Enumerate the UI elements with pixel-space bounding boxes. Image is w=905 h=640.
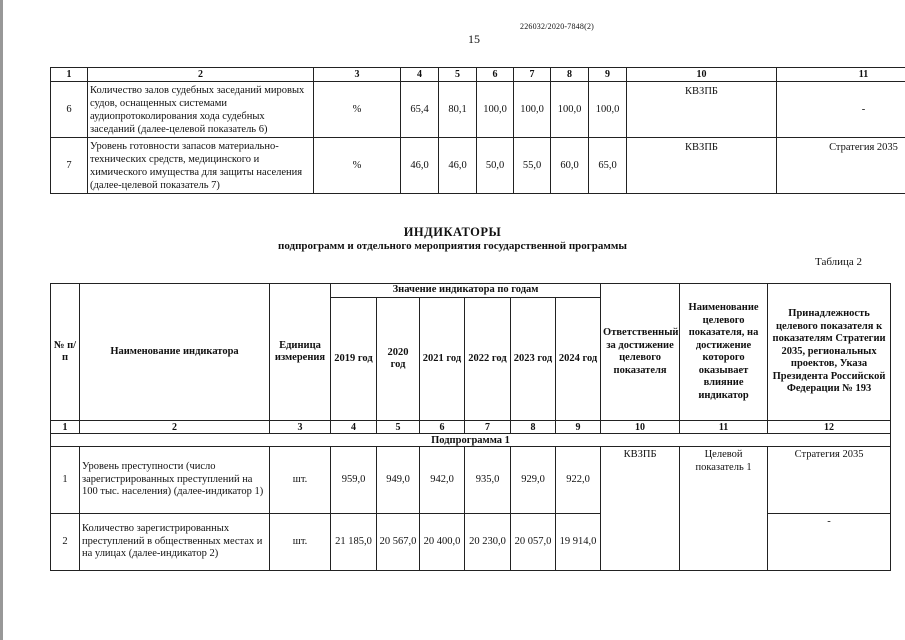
col-number: 10 — [627, 68, 777, 82]
header-num: № п/п — [51, 284, 80, 421]
value-cell: 100,0 — [477, 82, 514, 138]
col-number: 9 — [556, 421, 601, 434]
table-row — [51, 82, 905, 138]
value-cell: 46,0 — [401, 138, 439, 194]
belonging: - — [768, 514, 891, 571]
subprogram-row — [51, 434, 891, 447]
unit: % — [314, 138, 401, 194]
strategy: - — [777, 82, 905, 138]
header-year: 2021 год — [420, 298, 465, 421]
header-row — [51, 284, 891, 298]
col-number: 3 — [270, 421, 331, 434]
responsible: КВЗПБ — [601, 447, 680, 571]
value-cell: 935,0 — [465, 447, 511, 514]
strategy: Стратегия 2035 — [777, 138, 905, 194]
belonging: Стратегия 2035 — [768, 447, 891, 514]
target-indicator: Целевой показатель 1 — [680, 447, 768, 571]
indicator-name: Количество зарегистрированных преступлений в общественных местах и на улицах (далее-индикатор 2) — [80, 514, 270, 571]
column-numbers-row — [51, 68, 905, 82]
header-year: 2020 год — [377, 298, 420, 421]
value-cell: 929,0 — [511, 447, 556, 514]
col-number: 4 — [331, 421, 377, 434]
col-number: 1 — [51, 68, 88, 82]
row-number: 1 — [51, 447, 80, 514]
col-number: 2 — [88, 68, 314, 82]
indicator-name: Уровень преступности (число зарегистрированных преступлений на 100 тыс. населения) (далее-индикатор 1) — [80, 447, 270, 514]
col-number: 11 — [777, 68, 905, 82]
col-number: 8 — [511, 421, 556, 434]
subprogram-title: Подпрограмма 1 — [51, 434, 891, 447]
value-cell: 55,0 — [514, 138, 551, 194]
value-cell: 922,0 — [556, 447, 601, 514]
col-number: 10 — [601, 421, 680, 434]
value-cell: 20 057,0 — [511, 514, 556, 571]
header-unit: Единица измерения — [270, 284, 331, 421]
value-cell: 19 914,0 — [556, 514, 601, 571]
col-number: 6 — [477, 68, 514, 82]
value-cell: 46,0 — [439, 138, 477, 194]
col-number: 1 — [51, 421, 80, 434]
value-cell: 20 567,0 — [377, 514, 420, 571]
col-number: 7 — [514, 68, 551, 82]
value-cell: 959,0 — [331, 447, 377, 514]
col-number: 4 — [401, 68, 439, 82]
col-number: 5 — [377, 421, 420, 434]
value-cell: 20 230,0 — [465, 514, 511, 571]
value-cell: 80,1 — [439, 82, 477, 138]
header-year: 2024 год — [556, 298, 601, 421]
scan-left-edge — [0, 0, 3, 640]
table-row — [51, 447, 891, 514]
value-cell: 949,0 — [377, 447, 420, 514]
col-number: 2 — [80, 421, 270, 434]
value-cell: 65,4 — [401, 82, 439, 138]
header-target-name: Наименование целевого показателя, на достижение которого оказывает влияние индикатор — [680, 284, 768, 421]
value-cell: 100,0 — [551, 82, 589, 138]
header-name: Наименование индикатора — [80, 284, 270, 421]
col-number: 7 — [465, 421, 511, 434]
header-year: 2023 год — [511, 298, 556, 421]
responsible: КВЗПБ — [627, 138, 777, 194]
indicator-name: Уровень готовности запасов материально-технических средств, медицинского и химического имущества для защиты населения (далее-целевой показатель 7) — [88, 138, 314, 194]
header-belonging: Принадлежность целевого показателя к показателям Стратегии 2035, региональных проектов, Указа Президента Российской Федерации № 193 — [768, 284, 891, 421]
column-numbers-row — [51, 421, 891, 434]
table-label: Таблица 2 — [815, 256, 863, 268]
col-number: 12 — [768, 421, 891, 434]
unit: шт. — [270, 514, 331, 571]
unit: шт. — [270, 447, 331, 514]
col-number: 8 — [551, 68, 589, 82]
value-cell: 942,0 — [420, 447, 465, 514]
responsible: КВЗПБ — [627, 82, 777, 138]
header-responsible: Ответственный за достижение целевого показателя — [601, 284, 680, 421]
page-number: 15 — [468, 32, 480, 46]
value-cell: 65,0 — [589, 138, 627, 194]
header-values-group: Значение индикатора по годам — [331, 284, 601, 298]
row-number: 7 — [51, 138, 88, 194]
value-cell: 20 400,0 — [420, 514, 465, 571]
col-number: 6 — [420, 421, 465, 434]
row-number: 2 — [51, 514, 80, 571]
section-title: ИНДИКАТОРЫ — [403, 225, 502, 239]
document-number: 226032/2020-7848(2) — [520, 22, 595, 31]
targets-table-continued — [50, 67, 905, 194]
indicator-name: Количество залов судебных заседаний мировых судов, оснащенных системами аудиопротоколирования хода судебных заседаний (далее-целевой показатель 6) — [88, 82, 314, 138]
indicators-table — [50, 283, 891, 571]
value-cell: 50,0 — [477, 138, 514, 194]
header-year: 2019 год — [331, 298, 377, 421]
value-cell: 60,0 — [551, 138, 589, 194]
unit: % — [314, 82, 401, 138]
value-cell: 21 185,0 — [331, 514, 377, 571]
table-row — [51, 138, 905, 194]
section-subtitle: подпрограмм и отдельного мероприятия государственной программы — [278, 240, 627, 252]
row-number: 6 — [51, 82, 88, 138]
col-number: 9 — [589, 68, 627, 82]
col-number: 3 — [314, 68, 401, 82]
value-cell: 100,0 — [514, 82, 551, 138]
col-number: 11 — [680, 421, 768, 434]
value-cell: 100,0 — [589, 82, 627, 138]
header-year: 2022 год — [465, 298, 511, 421]
col-number: 5 — [439, 68, 477, 82]
